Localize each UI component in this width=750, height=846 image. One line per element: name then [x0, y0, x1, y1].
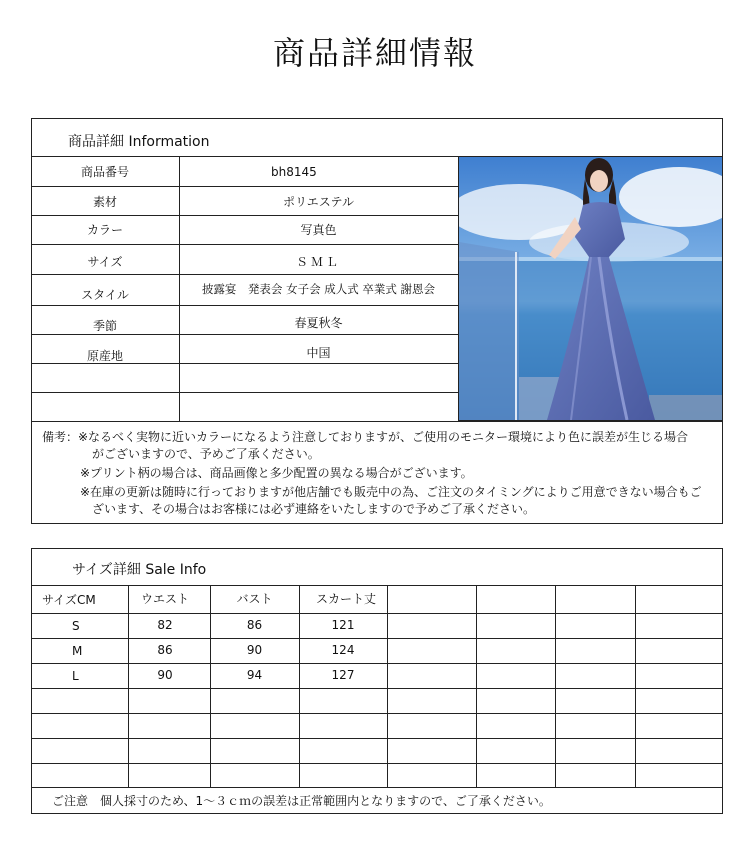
size-footnote: ご注意 個人採寸のため、1～３ｃｍの誤差は正常範囲内となりますので、ご了承ください。	[52, 794, 551, 808]
info-value: 写真色	[300, 223, 337, 237]
size-divider	[31, 638, 723, 639]
size-column-divider	[128, 585, 129, 787]
info-divider	[31, 421, 723, 422]
info-label: スタイル	[81, 288, 129, 302]
info-label: サイズ	[87, 255, 123, 269]
info-divider	[31, 186, 458, 187]
size-header: スカート丈	[315, 592, 376, 606]
dress-illustration	[459, 157, 722, 420]
info-value: bh8145	[271, 165, 317, 179]
info-section-title: 商品詳細 Information	[68, 134, 210, 150]
size-header: サイズCM	[42, 593, 96, 607]
size-cell: 86	[157, 643, 173, 657]
size-divider	[31, 663, 723, 664]
size-header: バスト	[236, 592, 273, 606]
size-cell: 90	[246, 643, 263, 657]
product-photo	[458, 156, 723, 421]
size-header: ウエスト	[140, 592, 189, 606]
size-cell: S	[72, 619, 80, 633]
size-cell: 94	[246, 668, 263, 682]
info-value: 披露宴 発表会 女子会 成人式 卒業式 謝恩会	[201, 282, 436, 296]
info-label: 季節	[92, 319, 117, 333]
size-column-divider	[635, 585, 636, 787]
size-column-divider	[476, 585, 477, 787]
info-label: 原産地	[86, 349, 123, 363]
size-cell: 86	[246, 618, 263, 632]
size-cell: L	[72, 669, 79, 683]
size-divider	[31, 713, 723, 714]
note-line: ※プリント柄の場合は、商品画像と多少配置の異なる場合がございます。	[80, 466, 473, 480]
size-column-divider	[299, 585, 300, 787]
size-cell: 90	[157, 668, 173, 682]
info-divider	[31, 274, 458, 275]
size-column-divider	[387, 585, 388, 787]
size-divider	[31, 763, 723, 764]
info-divider	[31, 215, 458, 216]
size-divider	[31, 787, 723, 788]
size-divider	[31, 688, 723, 689]
size-divider	[31, 585, 723, 586]
size-section-title: サイズ詳細 Sale Info	[72, 562, 207, 578]
info-divider	[31, 334, 458, 335]
note-line: ※在庫の更新は随時に行っておりますが他店舗でも販売中の為、ご注文のタイミングによりご用意できない場合もご	[80, 485, 702, 499]
size-cell: M	[72, 644, 83, 658]
info-value: ポリエステル	[283, 195, 354, 209]
size-cell: 127	[331, 668, 355, 682]
info-label: カラー	[86, 223, 123, 237]
page-title: 商品詳細情報	[272, 34, 477, 72]
note-line: 備考：※なるべく実物に近いカラーになるよう注意しておりますが、ご使用のモニター環境により色に誤差が生じる場合	[42, 430, 689, 444]
note-line: ざいます、その場合はお客様には必ず連絡をいたしますので予めご了承ください。	[92, 502, 536, 516]
info-divider	[31, 363, 458, 364]
size-column-divider	[555, 585, 556, 787]
info-divider	[31, 392, 458, 393]
info-value: 春夏秋冬	[294, 316, 343, 330]
size-cell: 124	[331, 643, 355, 657]
note-line: がございますので、予めご了承ください。	[92, 447, 320, 461]
info-divider	[31, 305, 458, 306]
info-value: ＳＭＬ	[295, 255, 341, 269]
size-cell: 121	[331, 618, 355, 632]
info-divider	[31, 244, 458, 245]
size-cell: 82	[157, 618, 173, 632]
info-label: 素材	[92, 195, 117, 209]
info-value: 中国	[306, 346, 331, 360]
size-divider	[31, 613, 723, 614]
size-section	[31, 548, 723, 814]
info-label: 商品番号	[80, 165, 129, 179]
size-column-divider	[210, 585, 211, 787]
size-divider	[31, 738, 723, 739]
